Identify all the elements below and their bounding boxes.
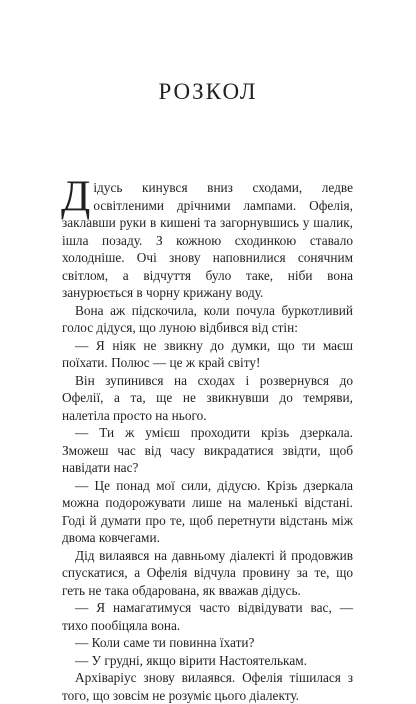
drop-cap: Д bbox=[61, 173, 91, 220]
paragraph-10: — У грудні, якщо вірити Настоятелькам. bbox=[75, 652, 307, 668]
chapter-title: РОЗКОЛ bbox=[158, 79, 258, 104]
paragraph-1 bbox=[61, 173, 353, 302]
paragraph-8: — Я намагатимуся часто відвідувати вас, — тихо пообіцяла вона. bbox=[62, 600, 353, 633]
paragraph-3: — Я ніяк не звикну до думки, що ти маєш поїхати. Полюс — це ж край світу! bbox=[62, 337, 353, 370]
paragraph-4: Він зупинився на сходах і розвернувся до Офелії, а та, ще не звикнувши до темряви, налетіла просто на нього. bbox=[62, 372, 353, 423]
paragraph-2: Вона аж підскочила, коли почула буркотливий голос дідуся, що луною відбився від стін: bbox=[62, 302, 353, 335]
paragraph-7: Дід вилаявся на давньому діалекті й продовжив спускатися, а Офелія відчула провину за те, що геть не така обдарована, як вважав дідусь. bbox=[62, 547, 353, 598]
paragraph-6: — Це понад мої сили, дідусю. Крізь дзеркала можна подорожувати лише на маленькі відстані. Годі й думати про те, щоб перетнути відстань між двома ковчегами. bbox=[62, 477, 353, 545]
paragraph-1-text: ідусь кинувся вниз сходами, ледве освітленими дрічними лампами. Офелія, заклавши руки в кишені та загорнувшись у шалик, ішла позаду. З кожною сходинкою ставало холодніше. Очі знову наповнилися сонячним світлом, а відчуття було таке, ніби вона занурюється в чорну крижану воду. bbox=[62, 180, 353, 300]
paragraph-5: — Ти ж умієш проходити крізь дзеркала. Зможеш час від часу викрадатися звідти, щоб навідати нас? bbox=[62, 425, 353, 475]
paragraph-9: — Коли саме ти повинна їхати? bbox=[75, 635, 255, 650]
paragraph-11: Архіваріус знову вилаявся. Офелія тішилася з того, що зовсім не розуміє цього діалекту. bbox=[62, 670, 353, 703]
chapter-body bbox=[61, 173, 353, 704]
